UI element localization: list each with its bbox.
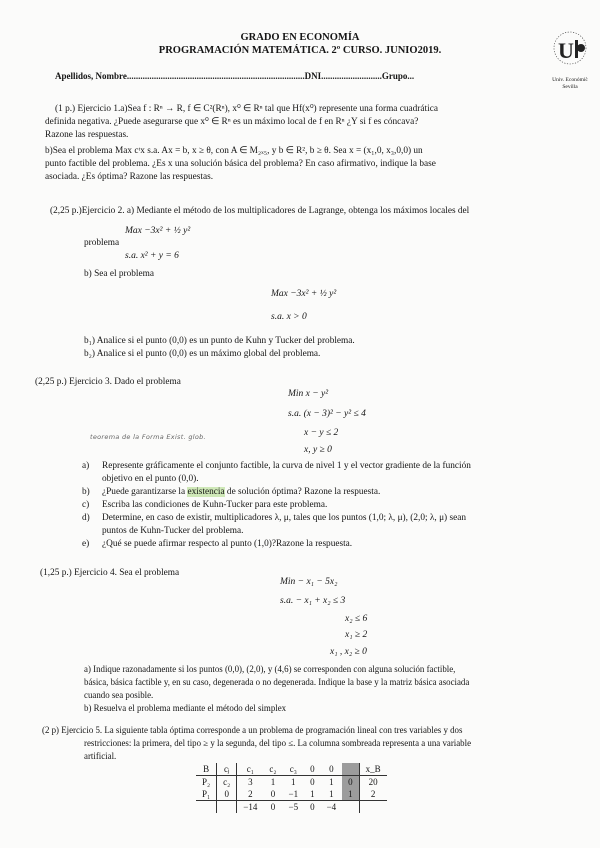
ex3-item-d-label: d) [82,513,90,523]
ex3-item-e [82,538,582,551]
table-cell: 2 [237,788,264,801]
table-cell: −5 [283,801,305,814]
table-row [196,776,387,789]
table-cell-shaded: 0 [342,776,359,789]
ex3-item-c-text: Escriba las condiciones de Kuhn-Tucker para este problema. [102,500,328,510]
table-cell: c₂ [269,764,277,774]
ex3-item-a-label: a) [82,461,90,471]
degree-title: GRADO EN ECONOMÍA [240,32,360,43]
table-cell: 0 [304,801,321,814]
table-cell: 0 [263,801,282,814]
ex3-constraint-3: x, y ≥ 0 [304,445,332,455]
ex4-questions [84,663,584,715]
table-cell: 0 [217,788,237,801]
table-cell: 1 [283,776,305,789]
university-logo [548,28,592,88]
table-cell: 0 [270,789,276,799]
ex3-item-e-label: e) [82,539,90,549]
ex3-item-d [82,512,582,525]
ex4-intro: (1,25 p.) Ejercicio 4. Sea el problema [40,568,180,578]
ex3-constraint-1: s.a. (x − 3)² − y² ≤ 4 [288,409,366,419]
course-title: PROGRAMACIÓN MATEMÁTICA. 2º CURSO. JUNIO2019. [158,45,442,56]
svg-text:U: U [558,38,574,63]
ex3-item-b-highlight: existencia [187,487,225,497]
ex2-b-intro: b) Sea el problema [84,269,154,279]
table-cell [342,801,359,814]
table-cell: 3 [237,776,264,789]
ex3-item-c-label: c) [82,500,90,510]
ex4-a-line3: cuando sea posible. [84,690,154,700]
table-cell: 1 [329,789,334,799]
exercise-5 [42,724,582,763]
ex4-b-line: b) Resuelva el problema mediante el método del simplex [84,703,287,713]
ex3-item-d-text: Determine, en caso de existir, multiplicadores λ, μ, tales que los puntos (1,0; λ, μ), (2,0; λ, μ) sean [102,513,466,523]
ex1-a-line2: definida negativa. ¿Puede asegurarse que x⁰ ∈ Rⁿ es un máximo local de f en Rⁿ ¿Y si f es cóncava? [45,117,419,127]
table-cell: c₁ [237,763,264,776]
table-cell: 2 [359,788,387,801]
ex3-item-b-post: de solución óptima? Razone la respuesta. [224,487,381,497]
table-cell [217,801,237,814]
table-cell: c₃ [289,764,297,774]
ex3-item-a-text: Represente gráficamente el conjunto factible, la curva de nivel 1 y el vector gradiente de la función [102,461,471,471]
table-cell: B [203,764,210,774]
table-cell [359,801,387,814]
ex4-constraint-4: x₁ , x₂ ≥ 0 [330,647,367,657]
ex1-a-line1: (1 p.) Ejercicio 1.a)Sea f : Rⁿ → R, f ∈ C²(Rⁿ), x⁰ ∈ Rⁿ tal que Hf(x⁰) represente una forma cuadrática [55,104,438,114]
ex4-constraint-2: x₂ ≤ 6 [345,614,368,624]
table-cell: −4 [321,801,343,814]
ex5-line2: restricciones: la primera, del tipo ≥ y la segunda, del tipo ≤. La columna sombreada representa a una variable [84,738,472,748]
ex3-objective: Min x − y² [288,389,329,399]
table-cell: x_B [359,763,387,776]
ex2-b1: b₁) Analice si el punto (0,0) es un punto de Kuhn y Tucker del problema. [84,336,355,346]
ex4-a-line2: básica, básica factible y, en su caso, degenerada o no degenerada. Indique la base y la matriz básica asociada [84,677,470,687]
exercise-1 [45,103,575,184]
table-cell: −1 [288,789,299,799]
simplex-table [196,763,387,813]
ex5-line3: artificial. [84,751,117,761]
ex4-constraint-1: s.a. − x₁ + x₂ ≤ 3 [280,596,346,606]
table-cell-shaded: 1 [342,788,359,801]
table-cell: 1 [321,776,343,789]
ex4-a-line1: a) Indique razonadamente si los puntos (0,0), (2,0), y (4,6) se corresponden con alguna solución factible, [84,664,456,674]
table-row [196,801,387,814]
table-cell: 0 [329,764,334,774]
ex3-intro: (2,25 p.) Ejercicio 3. Dado el problema [35,377,181,387]
ex5-line1: (2 p) Ejercicio 5. La siguiente tabla óptima corresponde a un problema de programación lineal con tres variables y dos [42,725,463,735]
table-cell [196,801,217,814]
table-cell: 20 [359,776,387,789]
logo-caption: Univ. Económic̀ Sevilla [552,77,588,90]
university-logo-icon [548,28,592,72]
table-cell: P₂ [196,776,217,789]
ex2-intro: (2,25 p.)Ejercicio 2. a) Mediante el método de los multiplicadores de Lagrange, obtenga los máximos locales del [50,206,470,216]
table-cell: 0 [310,764,315,774]
ex2-b2: b₂) Analice si el punto (0,0) es un máximo global del problema. [84,349,321,359]
table-cell: 0 [304,776,321,789]
ex3-item-a [82,460,582,473]
ex2-b-constraint: s.a. x > 0 [271,312,307,322]
table-cell: c₂ [217,776,237,789]
table-cell: 1 [310,789,315,799]
ex4-constraint-3: x₁ ≥ 2 [345,630,368,640]
ex1-b-line2: punto factible del problema. ¿Es x una solución básica del problema? En caso afirmativo, indique la base [45,159,436,169]
ex3-item-d-text2: puntos de Kuhn-Tucker del problema. [102,526,244,536]
student-fields: Apellidos, Nombre...............................................................................DNI...........................Grupo... [55,71,415,81]
table-cell: −14 [237,801,264,814]
ex3-handwritten-note: teorema de la Forma Exist. glob. [90,433,206,441]
ex3-items [82,460,582,551]
table-header [196,763,387,776]
ex2-a-constraint: s.a. x² + y = 6 [125,251,179,261]
ex1-a-line3: Razone las respuestas. [45,130,129,140]
table-row [196,788,387,801]
table-cell: P₁ [202,789,211,799]
ex3-constraint-2: x − y ≤ 2 [304,428,339,438]
ex2-a-objective: Max −3x² + ½ y² [125,226,191,236]
ex4-objective: Min − x₁ − 5x₂ [280,577,338,587]
ex1-b-line1: b)Sea el problema Max cᵗx s.a. Ax = b, x ≥ θ, con A ∈ M₂ₓ₅, y b ∈ R², b ≥ θ. Sea x = (x₁,0, x₃,0,0) un [45,146,423,156]
ex3-item-c [82,499,582,512]
ex3-item-b-pre: ¿Puede garantizarse la [102,487,188,497]
ex2-problema-label: problema [84,238,120,248]
ex3-item-e-text: ¿Qué se puede afirmar respecto al punto (1,0)?Razone la respuesta. [102,539,353,549]
ex3-item-a-text2: objetivo en el punto (0,0). [102,474,199,484]
ex3-item-b [82,486,582,499]
ex1-b-line3: asociada. ¿Es óptima? Razone las respuestas. [45,172,214,182]
table-cell-shaded [342,763,359,776]
table-cell: cⱼ [217,763,237,776]
ex2-b-objective: Max −3x² + ½ y² [271,289,337,299]
table-cell: 1 [263,776,282,789]
ex3-item-b-label: b) [82,487,90,497]
